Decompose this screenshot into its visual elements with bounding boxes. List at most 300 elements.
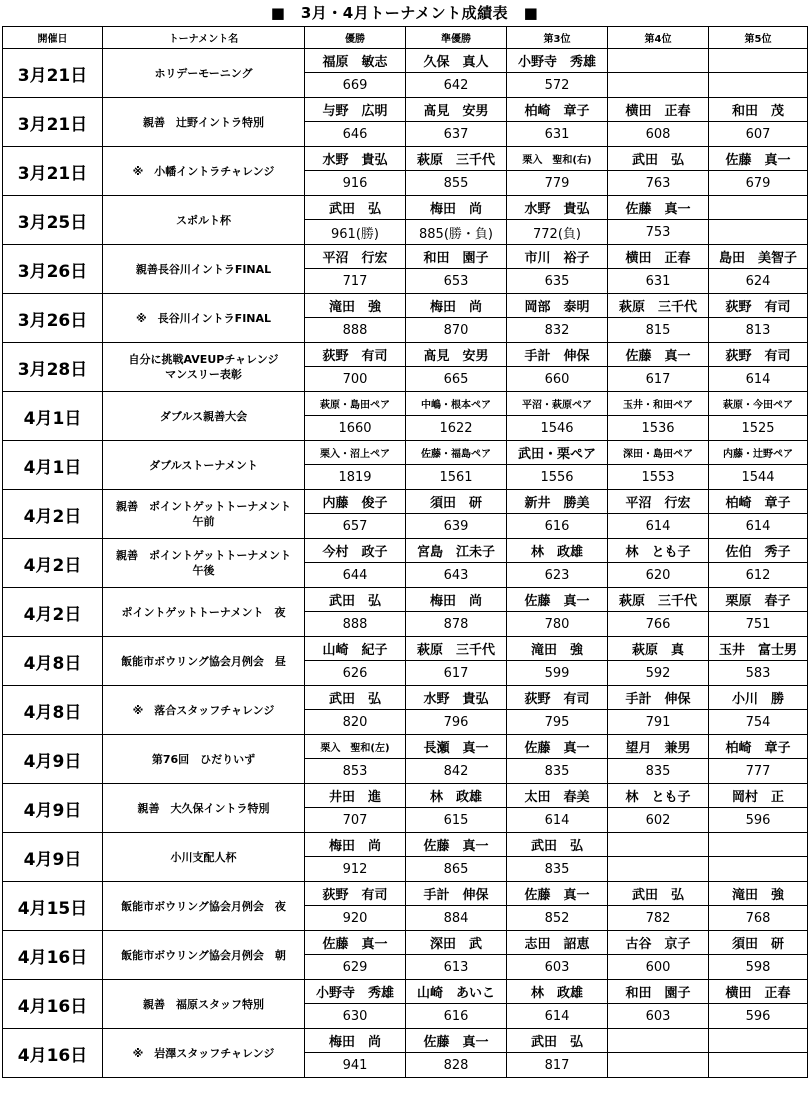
event-date: 4月9日 — [3, 784, 103, 833]
event-name-line: 飯能市ボウリング協会月例会 昼 — [121, 654, 286, 668]
event-row — [3, 1029, 808, 1053]
place-3-score: 795 — [507, 710, 608, 735]
event-name-line: 親善 ポイントゲットトーナメント — [116, 500, 291, 513]
place-5-player: 須田 研 — [709, 931, 808, 955]
place-2-score: 617 — [406, 661, 507, 686]
event-row — [3, 931, 808, 955]
place-2-player: 梅田 尚 — [406, 294, 507, 318]
place-1-player: 山崎 紀子 — [305, 637, 406, 661]
place-1-player: 今村 政子 — [305, 539, 406, 563]
place-5-score: 754 — [709, 710, 808, 735]
event-date: 3月21日 — [3, 98, 103, 147]
place-1-score: 644 — [305, 563, 406, 588]
place-3-player: 志田 詔恵 — [507, 931, 608, 955]
place-3-player: 手計 伸保 — [507, 343, 608, 367]
place-2-score: 637 — [406, 122, 507, 147]
place-2-score: 639 — [406, 514, 507, 539]
event-date: 4月9日 — [3, 833, 103, 882]
place-1-player: 滝田 強 — [305, 294, 406, 318]
place-1-player: 武田 弘 — [305, 588, 406, 612]
place-3-player: 武田・栗ペア — [507, 441, 608, 465]
place-4-score: 782 — [608, 906, 709, 931]
header-row — [3, 27, 808, 49]
event-name — [103, 539, 305, 588]
event-date: 4月2日 — [3, 539, 103, 588]
event-row — [3, 686, 808, 710]
place-4-score: 791 — [608, 710, 709, 735]
place-1-player: 福原 敏志 — [305, 49, 406, 73]
event-name — [103, 294, 305, 343]
place-2-player: 佐藤 真一 — [406, 833, 507, 857]
event-name-line: 飯能市ボウリング協会月例会 夜 — [121, 899, 286, 913]
place-5-score: 813 — [709, 318, 808, 343]
place-4-player — [608, 833, 709, 857]
event-date: 3月21日 — [3, 49, 103, 98]
event-row — [3, 196, 808, 220]
event-name — [103, 441, 305, 490]
place-1-score: 626 — [305, 661, 406, 686]
place-4-score: 1553 — [608, 465, 709, 490]
place-1-score: 961(勝) — [305, 220, 406, 245]
place-4-score — [608, 1053, 709, 1078]
event-row — [3, 490, 808, 514]
event-name — [103, 490, 305, 539]
place-1-score: 820 — [305, 710, 406, 735]
place-3-player: 佐藤 真一 — [507, 735, 608, 759]
place-1-player: 与野 広明 — [305, 98, 406, 122]
event-date: 4月1日 — [3, 392, 103, 441]
event-name-line: ※ 長谷川イントラFINAL — [135, 311, 272, 325]
place-1-score: 912 — [305, 857, 406, 882]
place-2-score: 1622 — [406, 416, 507, 441]
place-3-player: 滝田 強 — [507, 637, 608, 661]
place-1-player: 梅田 尚 — [305, 833, 406, 857]
place-2-score: 615 — [406, 808, 507, 833]
place-5-player: 荻野 有司 — [709, 343, 808, 367]
place-1-player: 佐藤 真一 — [305, 931, 406, 955]
event-name — [103, 882, 305, 931]
place-5-score: 596 — [709, 1004, 808, 1029]
place-4-score: 603 — [608, 1004, 709, 1029]
place-1-player: 栗入・沼上ペア — [305, 441, 406, 465]
event-name — [103, 686, 305, 735]
place-1-player: 武田 弘 — [305, 686, 406, 710]
place-3-player: 林 政雄 — [507, 539, 608, 563]
place-4-score: 763 — [608, 171, 709, 196]
event-row — [3, 49, 808, 73]
place-1-score: 916 — [305, 171, 406, 196]
place-2-player: 山崎 あいこ — [406, 980, 507, 1004]
event-row — [3, 441, 808, 465]
event-name — [103, 98, 305, 147]
place-2-player: 萩原 三千代 — [406, 637, 507, 661]
place-3-score: 599 — [507, 661, 608, 686]
place-5-score: 614 — [709, 514, 808, 539]
place-5-player: 和田 茂 — [709, 98, 808, 122]
place-5-score — [709, 73, 808, 98]
place-3-score: 835 — [507, 759, 608, 784]
event-row — [3, 735, 808, 759]
place-5-score: 751 — [709, 612, 808, 637]
place-3-player: 新井 勝美 — [507, 490, 608, 514]
place-2-player: 髙見 安男 — [406, 343, 507, 367]
place-5-player: 玉井 富士男 — [709, 637, 808, 661]
place-2-player: 長瀬 真一 — [406, 735, 507, 759]
place-2-score: 884 — [406, 906, 507, 931]
place-2-score: 643 — [406, 563, 507, 588]
place-5-score: 1544 — [709, 465, 808, 490]
place-4-player — [608, 49, 709, 73]
header-tournament-name: トーナメント名 — [103, 27, 305, 49]
event-name-line: ホリデーモーニング — [154, 66, 253, 80]
place-5-player: 岡村 正 — [709, 784, 808, 808]
event-name — [103, 1029, 305, 1078]
place-5-player: 栗原 春子 — [709, 588, 808, 612]
event-name-line: 午後 — [192, 564, 215, 577]
place-1-score: 700 — [305, 367, 406, 392]
event-name-line: マンスリー表彰 — [165, 368, 242, 381]
event-date: 4月8日 — [3, 637, 103, 686]
place-4-player: 横田 正春 — [608, 98, 709, 122]
place-2-score: 865 — [406, 857, 507, 882]
place-2-player: 髙見 安男 — [406, 98, 507, 122]
event-row — [3, 980, 808, 1004]
event-row — [3, 343, 808, 367]
event-date: 4月16日 — [3, 980, 103, 1029]
place-3-player: 小野寺 秀雄 — [507, 49, 608, 73]
place-4-score: 835 — [608, 759, 709, 784]
place-2-player: 和田 園子 — [406, 245, 507, 269]
place-1-player: 水野 貴弘 — [305, 147, 406, 171]
place-5-score — [709, 220, 808, 245]
place-5-player: 佐伯 秀子 — [709, 539, 808, 563]
event-name — [103, 245, 305, 294]
event-name-line: 第76回 ひだりいず — [151, 752, 256, 766]
event-name — [103, 931, 305, 980]
place-4-player: 林 とも子 — [608, 539, 709, 563]
place-4-score: 753 — [608, 220, 709, 245]
place-2-player: 梅田 尚 — [406, 196, 507, 220]
place-4-player: 萩原 真 — [608, 637, 709, 661]
event-name-line: 親善 大久保イントラ特別 — [137, 801, 270, 815]
place-3-score: 572 — [507, 73, 608, 98]
place-2-player: 中嶋・根本ペア — [406, 392, 507, 416]
event-name — [103, 343, 305, 392]
place-3-score: 1556 — [507, 465, 608, 490]
event-row — [3, 637, 808, 661]
place-2-score: 870 — [406, 318, 507, 343]
place-2-player: 深田 武 — [406, 931, 507, 955]
event-row — [3, 588, 808, 612]
place-5-player: 柏崎 章子 — [709, 490, 808, 514]
page-title: ■ 3月・4月トーナメント成績表 ■ — [270, 4, 539, 22]
place-2-score: 885(勝・負) — [406, 220, 507, 245]
place-3-score: 614 — [507, 1004, 608, 1029]
event-date: 3月26日 — [3, 245, 103, 294]
event-name-line: 飯能市ボウリング協会月例会 朝 — [121, 948, 286, 962]
event-name-line: 親善長谷川イントラFINAL — [135, 262, 272, 276]
place-1-player: 平沼 行宏 — [305, 245, 406, 269]
place-4-player — [608, 1029, 709, 1053]
event-name-line: 親善 辻野イントラ特別 — [143, 115, 264, 129]
event-date: 4月15日 — [3, 882, 103, 931]
place-1-score: 888 — [305, 318, 406, 343]
place-2-score: 616 — [406, 1004, 507, 1029]
place-1-score: 630 — [305, 1004, 406, 1029]
event-date: 4月2日 — [3, 490, 103, 539]
place-4-player: 横田 正春 — [608, 245, 709, 269]
results-table — [2, 26, 808, 1078]
place-2-player: 萩原 三千代 — [406, 147, 507, 171]
event-date: 4月16日 — [3, 1029, 103, 1078]
event-date: 4月16日 — [3, 931, 103, 980]
place-4-player: 望月 兼男 — [608, 735, 709, 759]
place-2-score: 855 — [406, 171, 507, 196]
event-row — [3, 147, 808, 171]
event-date: 3月21日 — [3, 147, 103, 196]
place-5-player: 滝田 強 — [709, 882, 808, 906]
event-name — [103, 735, 305, 784]
event-row — [3, 784, 808, 808]
place-1-score: 853 — [305, 759, 406, 784]
place-4-score — [608, 857, 709, 882]
place-3-player: 岡部 泰明 — [507, 294, 608, 318]
event-date: 4月9日 — [3, 735, 103, 784]
place-3-score: 779 — [507, 171, 608, 196]
place-3-score: 772(負) — [507, 220, 608, 245]
place-2-score: 796 — [406, 710, 507, 735]
event-row — [3, 245, 808, 269]
place-1-score: 941 — [305, 1053, 406, 1078]
place-3-score: 616 — [507, 514, 608, 539]
place-4-score: 592 — [608, 661, 709, 686]
place-4-score: 631 — [608, 269, 709, 294]
place-5-player: 柏崎 章子 — [709, 735, 808, 759]
place-1-score: 920 — [305, 906, 406, 931]
place-5-score: 612 — [709, 563, 808, 588]
place-2-player: 林 政雄 — [406, 784, 507, 808]
event-row — [3, 833, 808, 857]
place-4-score — [608, 73, 709, 98]
place-2-score: 842 — [406, 759, 507, 784]
place-5-player: 小川 勝 — [709, 686, 808, 710]
place-5-score: 1525 — [709, 416, 808, 441]
place-1-player: 小野寺 秀雄 — [305, 980, 406, 1004]
place-4-score: 766 — [608, 612, 709, 637]
event-name-line: 親善 ポイントゲットトーナメント — [116, 549, 291, 562]
place-5-score: 624 — [709, 269, 808, 294]
event-date: 4月1日 — [3, 441, 103, 490]
place-4-player: 萩原 三千代 — [608, 294, 709, 318]
place-5-player: 横田 正春 — [709, 980, 808, 1004]
place-3-player: 林 政雄 — [507, 980, 608, 1004]
place-5-score: 598 — [709, 955, 808, 980]
header-third-place: 第3位 — [507, 27, 608, 49]
place-4-score: 600 — [608, 955, 709, 980]
place-2-score: 878 — [406, 612, 507, 637]
event-name — [103, 392, 305, 441]
event-date: 4月2日 — [3, 588, 103, 637]
place-1-score: 1660 — [305, 416, 406, 441]
place-4-player: 武田 弘 — [608, 882, 709, 906]
place-3-player: 荻野 有司 — [507, 686, 608, 710]
place-3-score: 631 — [507, 122, 608, 147]
place-3-score: 817 — [507, 1053, 608, 1078]
place-3-score: 635 — [507, 269, 608, 294]
place-5-score — [709, 857, 808, 882]
place-1-score: 657 — [305, 514, 406, 539]
event-name-line: スポルト杯 — [176, 213, 231, 227]
place-5-score: 679 — [709, 171, 808, 196]
place-3-player: 栗入 聖和(右) — [507, 147, 608, 171]
place-1-score: 1819 — [305, 465, 406, 490]
place-5-player: 佐藤 真一 — [709, 147, 808, 171]
place-2-score: 642 — [406, 73, 507, 98]
place-3-player: 市川 裕子 — [507, 245, 608, 269]
place-3-player: 武田 弘 — [507, 833, 608, 857]
place-4-score: 620 — [608, 563, 709, 588]
event-name — [103, 637, 305, 686]
place-4-player: 佐藤 真一 — [608, 343, 709, 367]
place-1-player: 荻野 有司 — [305, 882, 406, 906]
event-name-line: 午前 — [192, 515, 215, 528]
place-5-player: 内藤・辻野ペア — [709, 441, 808, 465]
place-2-player: 佐藤・福島ペア — [406, 441, 507, 465]
place-3-player: 水野 貴弘 — [507, 196, 608, 220]
place-2-score: 665 — [406, 367, 507, 392]
place-3-score: 1546 — [507, 416, 608, 441]
place-5-score — [709, 1053, 808, 1078]
place-4-score: 815 — [608, 318, 709, 343]
place-2-player: 須田 研 — [406, 490, 507, 514]
place-3-score: 660 — [507, 367, 608, 392]
event-name — [103, 196, 305, 245]
place-4-player: 手計 伸保 — [608, 686, 709, 710]
place-4-score: 1536 — [608, 416, 709, 441]
place-5-player: 島田 美智子 — [709, 245, 808, 269]
event-name-line: 小川支配人杯 — [170, 850, 237, 864]
event-name-line: ダブルストーナメント — [149, 458, 258, 472]
event-name — [103, 147, 305, 196]
place-3-player: 柏崎 章子 — [507, 98, 608, 122]
event-name-line: ポイントゲットトーナメント 夜 — [121, 605, 286, 619]
place-1-player: 武田 弘 — [305, 196, 406, 220]
header-runner-up: 準優勝 — [406, 27, 507, 49]
header-fourth-place: 第4位 — [608, 27, 709, 49]
place-1-score: 669 — [305, 73, 406, 98]
place-5-score: 607 — [709, 122, 808, 147]
event-date: 4月8日 — [3, 686, 103, 735]
event-name-line: ※ 小幡イントラチャレンジ — [132, 164, 275, 178]
place-1-score: 646 — [305, 122, 406, 147]
place-2-player: 梅田 尚 — [406, 588, 507, 612]
place-1-score: 888 — [305, 612, 406, 637]
place-2-player: 手計 伸保 — [406, 882, 507, 906]
event-name-line: ※ 落合スタッフチャレンジ — [132, 703, 275, 717]
event-name-line: 自分に挑戦AVEUPチャレンジ — [128, 353, 279, 366]
event-row — [3, 294, 808, 318]
place-1-player: 荻野 有司 — [305, 343, 406, 367]
place-3-player: 平沼・萩原ペア — [507, 392, 608, 416]
place-1-score: 717 — [305, 269, 406, 294]
place-1-player: 内藤 俊子 — [305, 490, 406, 514]
place-4-player: 林 とも子 — [608, 784, 709, 808]
place-1-score: 707 — [305, 808, 406, 833]
place-5-score: 583 — [709, 661, 808, 686]
place-2-player: 宮島 江未子 — [406, 539, 507, 563]
header-fifth-place: 第5位 — [709, 27, 808, 49]
event-row — [3, 98, 808, 122]
place-2-player: 久保 真人 — [406, 49, 507, 73]
place-5-player: 萩原・今田ペア — [709, 392, 808, 416]
place-4-player: 萩原 三千代 — [608, 588, 709, 612]
results-body — [3, 49, 808, 1078]
place-3-score: 614 — [507, 808, 608, 833]
place-5-score: 614 — [709, 367, 808, 392]
place-4-score: 614 — [608, 514, 709, 539]
event-name — [103, 784, 305, 833]
event-name-line: ※ 岩澤スタッフチャレンジ — [132, 1046, 275, 1060]
place-4-player: 武田 弘 — [608, 147, 709, 171]
place-5-player — [709, 49, 808, 73]
place-4-player: 和田 園子 — [608, 980, 709, 1004]
place-2-score: 828 — [406, 1053, 507, 1078]
header-winner: 優勝 — [305, 27, 406, 49]
place-4-player: 佐藤 真一 — [608, 196, 709, 220]
header-date: 開催日 — [3, 27, 103, 49]
place-3-player: 佐藤 真一 — [507, 882, 608, 906]
place-4-score: 608 — [608, 122, 709, 147]
place-2-score: 1561 — [406, 465, 507, 490]
place-5-player — [709, 196, 808, 220]
place-3-score: 835 — [507, 857, 608, 882]
place-4-score: 617 — [608, 367, 709, 392]
place-3-score: 832 — [507, 318, 608, 343]
place-2-player: 佐藤 真一 — [406, 1029, 507, 1053]
event-name — [103, 980, 305, 1029]
event-row — [3, 392, 808, 416]
place-1-player: 梅田 尚 — [305, 1029, 406, 1053]
place-5-player — [709, 1029, 808, 1053]
place-2-player: 水野 貴弘 — [406, 686, 507, 710]
place-5-player: 荻野 有司 — [709, 294, 808, 318]
place-3-player: 佐藤 真一 — [507, 588, 608, 612]
place-4-player: 平沼 行宏 — [608, 490, 709, 514]
event-name-line: ダブルス親善大会 — [159, 409, 248, 423]
place-3-score: 852 — [507, 906, 608, 931]
place-3-score: 603 — [507, 955, 608, 980]
place-3-score: 623 — [507, 563, 608, 588]
event-date: 3月28日 — [3, 343, 103, 392]
place-3-player: 武田 弘 — [507, 1029, 608, 1053]
event-name — [103, 588, 305, 637]
place-4-player: 玉井・和田ペア — [608, 392, 709, 416]
place-4-player: 深田・島田ペア — [608, 441, 709, 465]
place-3-score: 780 — [507, 612, 608, 637]
place-2-score: 653 — [406, 269, 507, 294]
place-5-player — [709, 833, 808, 857]
event-date: 3月26日 — [3, 294, 103, 343]
event-row — [3, 539, 808, 563]
event-name-line: 親善 福原スタッフ特別 — [143, 997, 264, 1011]
place-1-player: 萩原・島田ペア — [305, 392, 406, 416]
place-1-player: 栗入 聖和(左) — [305, 735, 406, 759]
place-5-score: 596 — [709, 808, 808, 833]
place-2-score: 613 — [406, 955, 507, 980]
place-1-score: 629 — [305, 955, 406, 980]
place-4-player: 古谷 京子 — [608, 931, 709, 955]
place-3-player: 太田 春美 — [507, 784, 608, 808]
